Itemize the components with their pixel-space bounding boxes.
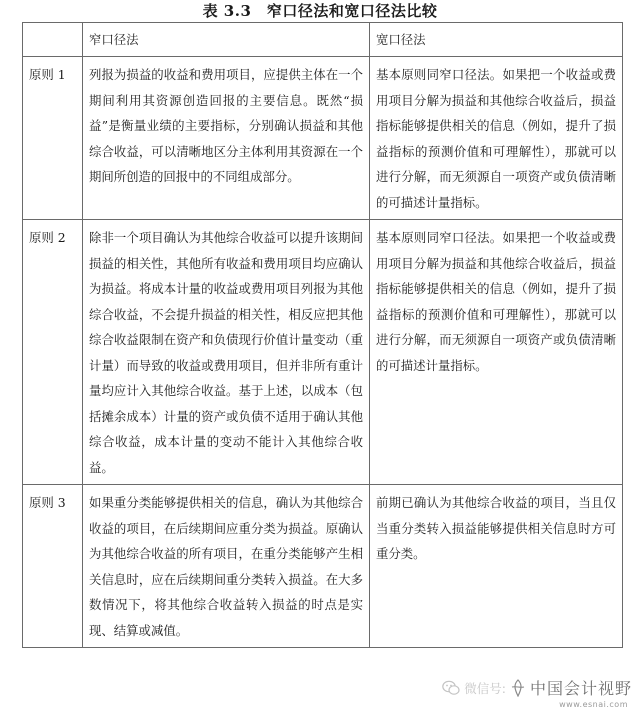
- watermark: [442, 676, 632, 699]
- table-title: 表 3.3 窄口径法和宽口径法比较: [202, 2, 438, 20]
- row-label: 原则 1: [29, 67, 66, 82]
- wide-text: 基本原则同窄口径法。如果把一个收益或费用项目分解为损益和其他综合收益后，损益指标能够提供相关的信息（例如，提升了损益指标的预测价值和可理解性），那就可以进行分解，而无须源自一项资产或负债清晰的可描述计量指标。: [376, 67, 616, 210]
- narrow-cell: [83, 220, 370, 485]
- table-header-row: [23, 23, 623, 57]
- table-row: [23, 485, 623, 648]
- table-row: [23, 220, 623, 485]
- row-label-cell: [23, 57, 83, 220]
- narrow-cell: [83, 485, 370, 648]
- comparison-table: [22, 22, 623, 648]
- narrow-text: 如果重分类能够提供相关的信息，确认为其他综合收益的项目，在后续期间应重分类为损益。原确认为其他综合收益的所有项目，在重分类能够产生相关信息时，应在后续期间重分类转入损益。在大多数情况下，将其他综合收益转入损益的时点是实现、结算或减值。: [89, 495, 363, 638]
- watermark-name: 中国会计视野: [529, 679, 632, 698]
- watermark-url: www.esnai.com: [559, 700, 628, 709]
- wide-cell: [370, 485, 623, 648]
- wechat-icon: [442, 680, 460, 696]
- row-label-cell: [23, 485, 83, 648]
- wide-text: 基本原则同窄口径法。如果把一个收益或费用项目分解为损益和其他综合收益后，损益指标能够提供相关的信息（例如，提升了损益指标的预测价值和可理解性），那就可以进行分解，而无须源自一项资产或负债清晰的可描述计量指标。: [376, 230, 616, 373]
- row-label: 原则 3: [29, 495, 66, 510]
- wide-text: 前期已确认为其他综合收益的项目，当且仅当重分类转入损益能够提供相关信息时方可重分类。: [376, 495, 616, 561]
- wide-cell: [370, 220, 623, 485]
- header-narrow: 窄口径法: [83, 23, 370, 57]
- header-empty: [23, 23, 83, 57]
- row-label: 原则 2: [29, 230, 66, 245]
- header-wide: 宽口径法: [370, 23, 623, 57]
- logo-icon: [510, 679, 526, 697]
- narrow-text: 除非一个项目确认为其他综合收益可以提升该期间损益的相关性，其他所有收益和费用项目均应确认为损益。将成本计量的收益或费用项目列报为其他综合收益，不会提升损益的相关性，相反应把其他综合收益限制在资产和负债现行价值计量变动（重计量）而导致的收益或费用项目，但并非所有重计量均应计入其他综合收益。基于上述，以成本（包括摊余成本）计量的资产或负债不适用于确认其他综合收益，成本计量的变动不能计入其他综合收益。: [89, 230, 363, 475]
- table-row: [23, 57, 623, 220]
- narrow-cell: [83, 57, 370, 220]
- row-label-cell: [23, 220, 83, 485]
- wide-cell: [370, 57, 623, 220]
- watermark-prefix: 微信号:: [464, 680, 506, 696]
- narrow-text: 列报为损益的收益和费用项目，应提供主体在一个期间利用其资源创造回报的主要信息。既然“损益”是衡量业绩的主要指标，分别确认损益和其他综合收益，可以清晰地区分主体利用其资源在一个期间所创造的回报中的不同组成部分。: [89, 67, 363, 184]
